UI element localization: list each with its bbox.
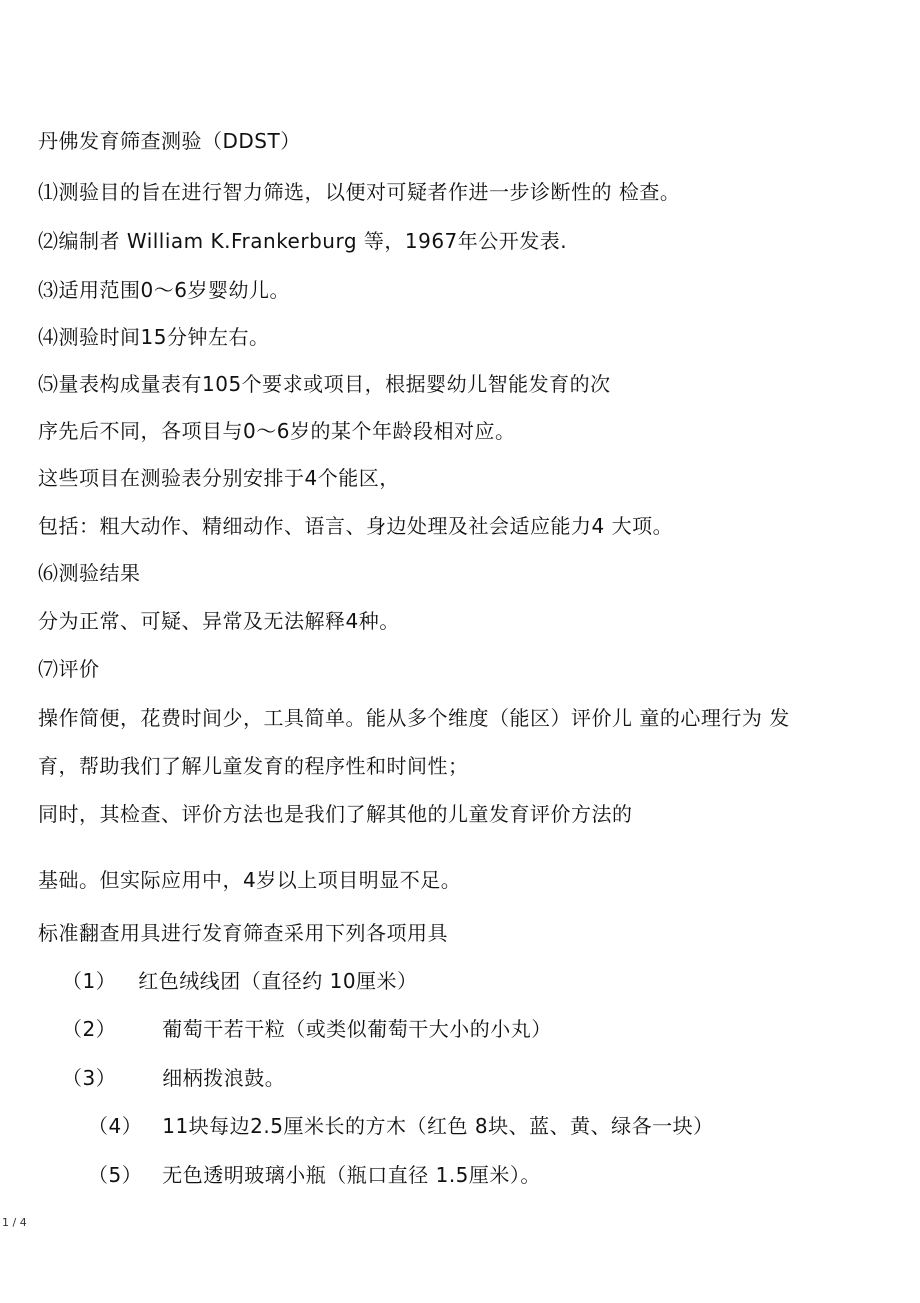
paragraph-evaluation-3: 同时，其检查、评价方法也是我们了解其他的儿童发育评价方法的 [38,802,633,826]
tool-item-number: （5） [88,1163,143,1187]
tool-item-number: （4） [88,1114,143,1138]
tool-item-text: 11块每边2.5厘米长的方木（红色 8块、蓝、黄、绿各一块） [162,1114,714,1138]
tool-item [88,1113,714,1139]
page-number: 1 / 4 [2,1216,27,1229]
paragraph-evaluation-2: 育，帮助我们了解儿童发育的程序性和时间性； [38,754,469,778]
tool-item-text: 无色透明玻璃小瓶（瓶口直径 1.5厘米）。 [162,1163,541,1187]
paragraph-composition-cont: 序先后不同，各项目与0～6岁的某个年龄段相对应。 [38,419,516,443]
paragraph-purpose: ⑴测验目的旨在进行智力筛选，以便对可疑者作进一步诊断性的 检查。 [38,180,681,204]
paragraph-evaluation-1: 操作简便，花费时间少，工具简单。能从多个维度（能区）评价儿 童的心理行为 发 [38,706,790,730]
tool-item-number: （1） [62,969,117,993]
paragraph-scope: ⑶适用范围0～6岁婴幼儿。 [38,278,290,302]
tool-item [62,968,418,994]
paragraph-areas: 这些项目在测验表分别安排于4个能区， [38,466,400,490]
paragraph-areas-list: 包括：粗大动作、精细动作、语言、身边处理及社会适应能力4 大项。 [38,514,674,538]
document-title: 丹佛发育筛查测验（DDST） [38,129,301,153]
tool-item [88,1162,541,1188]
paragraph-evaluation-4: 基础。但实际应用中，4岁以上项目明显不足。 [38,868,462,892]
paragraph-composition: ⑸量表构成量表有105个要求或项目，根据婴幼儿智能发育的次 [38,372,611,396]
paragraph-results-heading: ⑹测验结果 [38,561,141,585]
tool-item-number: （3） [62,1066,117,1090]
tool-item-text: 红色绒线团（直径约 10厘米） [138,969,418,993]
tool-item [62,1065,285,1091]
paragraph-evaluation-heading: ⑺评价 [38,657,100,681]
tool-item-text: 葡萄干若干粒（或类似葡萄干大小的小丸） [162,1017,552,1041]
tool-item-number: （2） [62,1017,117,1041]
paragraph-results: 分为正常、可疑、异常及无法解释4种。 [38,609,400,633]
tool-item [62,1016,552,1042]
paragraph-duration: ⑷测验时间15分钟左右。 [38,325,270,349]
tool-item-text: 细柄拨浪鼓。 [162,1066,286,1090]
paragraph-author: ⑵编制者 William K.Frankerburg 等，1967年公开发表. [38,229,568,253]
paragraph-tools-intro: 标准翻查用具进行发育筛查采用下列各项用具 [38,921,448,945]
